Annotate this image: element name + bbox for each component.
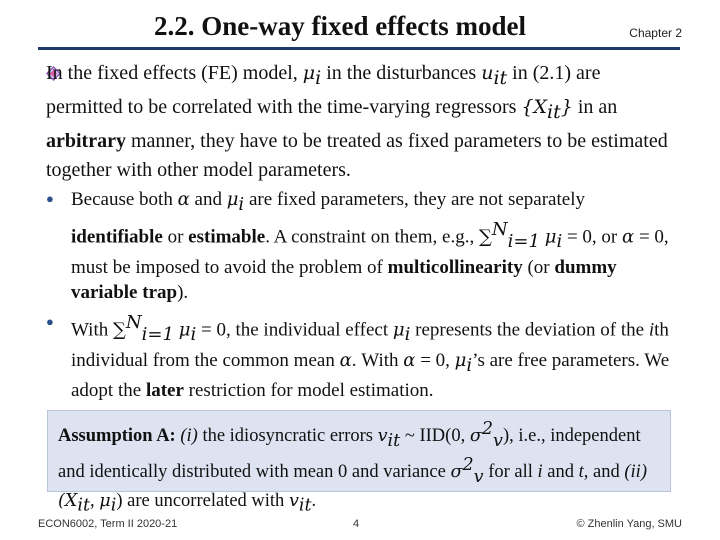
slide-title: 2.2. One-way fixed effects model [154, 11, 526, 41]
title-rule [38, 47, 680, 50]
intro-text: In the fixed effects (FE) model, [46, 62, 298, 84]
mu-symbol: μ [302, 62, 316, 84]
bullet-text: Because both α and $\mu_i$ are fixed parameters, they are not separately identifiable or estimable. A constraint on them, e.g., ∑$^N_{i=1}$ $\mu_i = 0$, or α = 0, must be imposed to avoid the problem of multicollinearity (or dummy variable trap). [71, 189, 669, 304]
x-symbol: {X [521, 96, 548, 118]
bullet-deviation [46, 310, 680, 403]
assumption-label: Assumption A: [58, 426, 176, 447]
emphasis-identifiable: identifiable [71, 226, 163, 248]
bullet-identifiability [46, 187, 680, 306]
sum-symbol: ∑ [478, 226, 492, 248]
footer-page-number: 4 [353, 518, 360, 530]
footer-copyright: © Zhenlin Yang, SMU [576, 518, 682, 530]
bullet-icon: ● [46, 314, 54, 329]
emphasis-multicollinearity: multicollinearity [387, 256, 523, 278]
emphasis-later: later [145, 379, 184, 401]
assumption-box: Assumption A: (i) the idiosyncratic errors $v_{it}$ ~ IID(0, $\sigma^2_v$), i.e., independent and identically distributed with mean 0 and variance $\sigma^2_v$ for all i and t, and (ii) ($X_{it}$, $\mu_i$) are uncorrelated with $v_{it}$. [47, 410, 671, 492]
footer-course: ECON6002, Term II 2020-21 [38, 518, 178, 530]
intro-paragraph: In the fixed effects (FE) model, $\mu_i$ in the disturbances $u_{it}$ in (2.1) are permitted to be correlated with the time-varying regressors $\{X_{it}\}$ in an arbitrary manner, they have to be treated as fixed parameters to be estimated together with other model parameters. [46, 62, 668, 181]
u-symbol: u [481, 62, 494, 84]
bullet-icon: ● [46, 191, 54, 206]
bullet-text: With ∑$^N_{i=1}$ $\mu_i = 0$, the individual effect $\mu_i$ represents the deviation of the ith individual from the common mean α. With α = 0, $\mu_i’s$ are free parameters. We adopt the later restriction for model estimation. [71, 312, 670, 401]
chapter-label: Chapter 2 [629, 26, 682, 40]
emphasis-estimable: estimable [188, 226, 266, 248]
emphasis-dummy-trap: dummy variable trap [71, 256, 617, 304]
sum-symbol: ∑ [112, 319, 126, 341]
emphasis-arbitrary: arbitrary [46, 130, 126, 152]
